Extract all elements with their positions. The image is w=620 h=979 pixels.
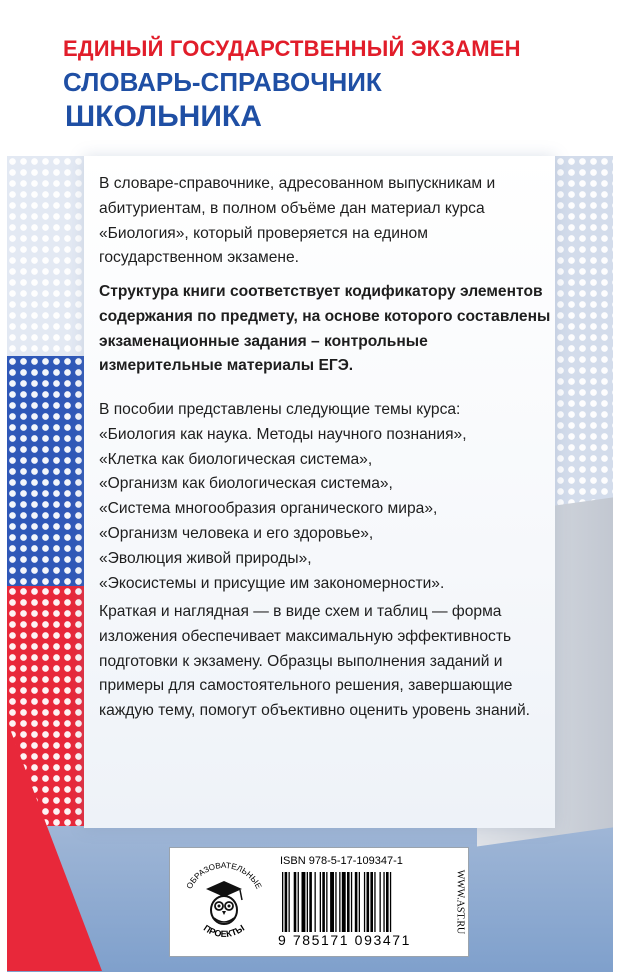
logo-top-text: ОБРАЗОВАТЕЛЬНЫЕ <box>184 860 264 891</box>
barcode-bar <box>347 872 350 932</box>
barcode-bar <box>335 872 336 932</box>
logo-bottom-text: ПРОЕКТЫ <box>201 922 247 939</box>
book-back-cover <box>7 6 613 972</box>
barcode-bar <box>298 872 299 932</box>
barcode-bars <box>280 872 450 932</box>
barcode-bar <box>355 872 358 932</box>
publisher-logo-icon <box>176 854 272 950</box>
barcode-bar <box>383 872 384 932</box>
barcode-bar <box>309 872 312 932</box>
series-title: ЕДИНЫЙ ГОСУДАРСТВЕННЫЙ ЭКЗАМЕН <box>63 36 521 61</box>
dot-pattern-right <box>555 156 613 536</box>
description-paragraph-1: В словаре-справочнике, адресованном выпускникам и абитуриентам, в полном объёме дан материал курса «Биология», который проверяется на едином государственном экзамене. <box>99 175 496 267</box>
barcode-bar <box>322 872 325 932</box>
dot-pattern-left <box>7 156 85 356</box>
barcode-bar <box>351 872 352 932</box>
barcode-bar <box>367 872 370 932</box>
barcode-bar <box>390 872 391 932</box>
barcode-bar <box>339 872 340 932</box>
publisher-website <box>453 854 467 950</box>
barcode-bar <box>282 872 283 932</box>
topic-item: «Клетка как биологическая система», <box>99 450 373 468</box>
barcode-panel <box>169 847 469 957</box>
barcode-bar <box>326 872 327 932</box>
barcode-bar <box>364 872 365 932</box>
dot-pattern-left-blue <box>7 356 85 586</box>
topic-item: «Биология как наука. Методы научного познания», <box>99 425 467 443</box>
book-title-line-1: СЛОВАРЬ-СПРАВОЧНИК <box>63 67 382 97</box>
barcode-bar <box>386 872 389 932</box>
book-title-line-2: ШКОЛЬНИКА <box>65 100 262 133</box>
barcode-bar <box>342 872 346 932</box>
barcode-digits: 9 785171 093471 <box>278 932 411 948</box>
topics-intro: В пособии представлены следующие темы курса: <box>99 401 461 418</box>
topic-item: «Экосистемы и присущие им закономерности». <box>99 574 445 592</box>
barcode-bar <box>315 872 316 932</box>
publisher-website-text: WWW.AST.RU <box>454 869 466 935</box>
barcode-bar <box>330 872 334 932</box>
barcode-bar <box>370 872 373 932</box>
barcode-bar <box>289 872 290 932</box>
description-paragraph-4: Краткая и наглядная — в виде схем и таблиц — форма изложения обеспечивает максимальную эффективность подготовки к экзамену. Образцы выполнения заданий и примеры для самостоятельного решения, завершающие каждую тему, помогут объективно оценить уровень знаний. <box>99 603 530 720</box>
topic-item: «Система многообразия органического мира», <box>99 500 438 518</box>
barcode-bar <box>320 872 321 932</box>
topics-list <box>99 398 551 596</box>
topic-item: «Эволюция живой природы», <box>99 549 312 567</box>
barcode-bar <box>380 872 381 932</box>
barcode-bar <box>294 872 297 932</box>
svg-text:ПРОЕКТЫ <box>202 923 247 939</box>
topic-item: «Организм человека и его здоровье», <box>99 524 374 542</box>
isbn-label: ISBN 978-5-17-109347-1 <box>280 855 403 867</box>
barcode-bar <box>302 872 306 932</box>
barcode-bar <box>374 872 375 932</box>
barcode-bar <box>285 872 288 932</box>
topic-item: «Организм как биологическая система», <box>99 475 393 493</box>
barcode-bar <box>359 872 360 932</box>
description-paragraph-2: Структура книги соответствует кодификатору элементов содержания по предмету, на основе которого составлены экзаменационные задания – контрольные измерительные материалы ЕГЭ. <box>99 283 551 375</box>
barcode-bar <box>307 872 308 932</box>
